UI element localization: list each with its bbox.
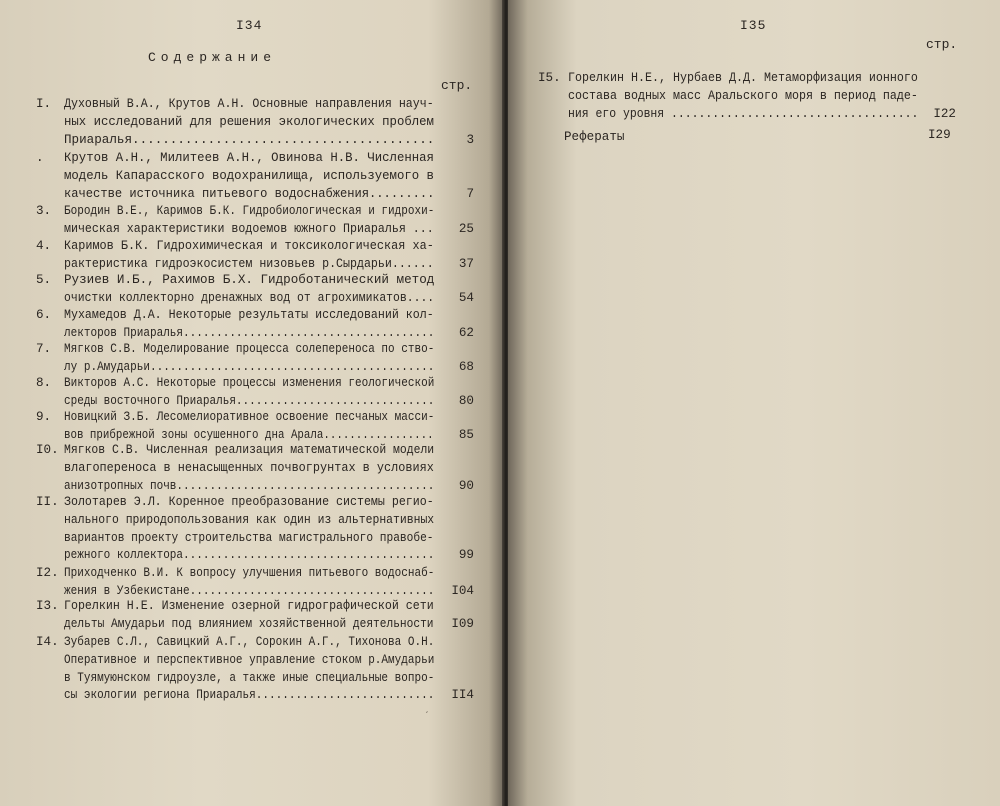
toc-entry (36, 341, 476, 377)
page-number-left: I34 (236, 18, 263, 33)
toc-entry-page: 7 (466, 186, 474, 201)
page-column-header-right: стр. (926, 37, 958, 52)
toc-entry (36, 598, 476, 634)
toc-entry-page: I09 (451, 616, 474, 631)
toc-entry (36, 238, 476, 274)
toc-entry-line: среды восточного Приаралья.............................. 80 (36, 393, 476, 411)
toc-entry-line: Горелкин Н.Е. Изменение озерной гидрографической сети (64, 599, 434, 613)
toc-entry-line: состава водных масс Аральского моря в период паде- (568, 88, 918, 103)
toc-entry-number: . (36, 151, 44, 165)
toc-entry-line: Мягков С.В. Моделирование процесса солепереноса по ство- (64, 342, 435, 356)
margin-mark: ˊ (424, 712, 431, 723)
toc-entry-number: 8. (36, 376, 52, 390)
toc-entry-line: вов прибрежной зоны осушенного дна Арала................. 85 (36, 427, 476, 445)
toc-entry-line: анизотропных почв....................................... 90 (36, 478, 476, 496)
toc-entry-page: 80 (458, 393, 474, 408)
toc-entry-line: Бородин В.Е., Каримов Б.К. Гидробиологическая и гидрохи- (64, 204, 435, 218)
toc-entry-page: 3 (466, 132, 474, 147)
toc-entry (36, 150, 476, 203)
toc-entry-page: 85 (458, 427, 474, 442)
toc-entry-line: Золотарев Э.Л. Коренное преобразование системы регио- (64, 495, 434, 509)
toc-entry-page: I22 (933, 106, 956, 121)
toc-entry-line: мическая характеристики водоемов южного Приаралья ... 25 (36, 221, 476, 239)
toc-entry-line: режного коллектора...................................... 99 (36, 547, 476, 565)
toc-entry-line: модель Капарасского водохранилища, используемого в (64, 168, 434, 183)
toc-entry-page: 68 (458, 359, 474, 374)
toc-entry-line: ных исследований для решения экологических проблем (64, 114, 434, 129)
toc-entry-number: 3. (36, 204, 52, 218)
toc-entry-page: 54 (458, 290, 474, 305)
toc-entry-line: сы экологии региона Приаралья........................... II4 (36, 687, 476, 705)
referaty-label: Рефераты (564, 130, 625, 144)
toc-entry (36, 442, 476, 495)
toc-entry (36, 634, 476, 705)
toc-entry-number: 9. (36, 410, 52, 424)
toc-entry-line: Рузиев И.Б., Рахимов Б.Х. Гидроботанический метод (64, 273, 435, 287)
toc-entry-number: 5. (36, 273, 52, 287)
toc-entry-number: I3. (36, 599, 59, 613)
toc-entry-page: 25 (458, 221, 474, 236)
toc-entry-line: качестве источника питьевого водоснабжения......... 7 (36, 186, 476, 204)
toc-entry (36, 494, 476, 565)
toc-entry-number: I0. (36, 443, 59, 457)
toc-entry-number: I. (36, 97, 52, 111)
toc-entry-line: Новицкий З.Б. Лесомелиоративное освоение песчаных масси- (64, 410, 435, 424)
toc-entry-line: жения в Узбекистане..................................... I04 (36, 583, 476, 601)
toc-entry-line: дельты Амударьи под влиянием хозяйственной деятельности I09 (36, 616, 476, 634)
toc-entry-line: вариантов проекту строительства магистрального правобе- (64, 530, 434, 545)
page-column-header-left: стр. (441, 78, 473, 93)
toc-entry-line: Мухамедов Д.А. Некоторые результаты исследований кол- (64, 308, 434, 322)
toc-entry-page: 90 (458, 478, 474, 493)
toc-entry (36, 565, 476, 601)
page-number-right: I35 (740, 18, 767, 33)
toc-entry-number: 4. (36, 239, 52, 253)
toc-entry (36, 409, 476, 445)
toc-entry (538, 70, 958, 123)
toc-entry-line: Мягков С.В. Численная реализация математической модели (64, 443, 435, 457)
toc-entry-line: ния его уровня .................................... I22 (538, 106, 958, 124)
toc-entry-page: 99 (458, 548, 474, 563)
toc-entry-page: 62 (458, 325, 474, 340)
toc-entry-line: Приаралья........................................ 3 (36, 132, 476, 150)
toc-entry-line: Крутов А.Н., Милитеев А.Н., Овинова Н.В. Численная (64, 151, 434, 165)
referaty-page-number: I29 (928, 128, 951, 142)
toc-entry-page: 37 (458, 256, 474, 271)
toc-entry (36, 307, 476, 343)
toc-entry-line: Каримов Б.К. Гидрохимическая и токсикологическая ха- (64, 239, 434, 253)
toc-entry (36, 203, 476, 239)
toc-entry-line: Оперативное и перспективное управление стоком р.Амударьи (64, 652, 435, 667)
toc-entry-number: I4. (36, 635, 59, 649)
toc-entry-page: I04 (451, 583, 474, 598)
toc-entry-line: очистки коллекторно дренажных вод от агрохимикатов.... 54 (36, 290, 476, 308)
toc-entry-line: Горелкин Н.Е., Нурбаев Д.Д. Метаморфизация ионного (568, 71, 918, 85)
toc-entry (36, 96, 476, 149)
toc-entry-line: лу р.Амударьи........................................... 68 (36, 359, 476, 377)
toc-entry-line: рактеристика гидроэкосистем низовьев р.Сырдарьи...... 37 (36, 256, 476, 274)
toc-entry-line: влагопереноса в ненасыщенных почвогрунтах в условиях (64, 460, 434, 475)
toc-entry-line: лекторов Приаралья...................................... 62 (36, 325, 476, 343)
toc-entry (36, 272, 476, 308)
contents-title: Содержание (148, 50, 277, 65)
toc-entry-number: 6. (36, 308, 52, 322)
toc-entry-line: в Туямуюнском гидроузле, а также иные специальные вопро- (64, 670, 435, 685)
toc-entry-number: 7. (36, 342, 52, 356)
toc-entry-line: нального природопользования как один из альтернативных (64, 512, 435, 527)
toc-entry-line: Духовный В.А., Крутов А.Н. Основные направления науч- (64, 97, 434, 111)
toc-entry-line: Приходченко В.И. К вопросу улучшения питьевого водоснаб- (64, 566, 435, 580)
toc-entry-number: II. (36, 495, 59, 509)
toc-entry (36, 375, 476, 411)
toc-entry-line: Зубарев С.Л., Савицкий А.Г., Сорокин А.Г., Тихонова О.Н. (64, 635, 435, 649)
toc-entry-number: I5. (538, 71, 561, 85)
toc-entry-page: II4 (451, 688, 474, 703)
toc-entry-line: Викторов А.С. Некоторые процессы изменения геологической (64, 376, 435, 390)
right-page (508, 0, 1000, 806)
toc-entry-number: I2. (36, 566, 59, 580)
